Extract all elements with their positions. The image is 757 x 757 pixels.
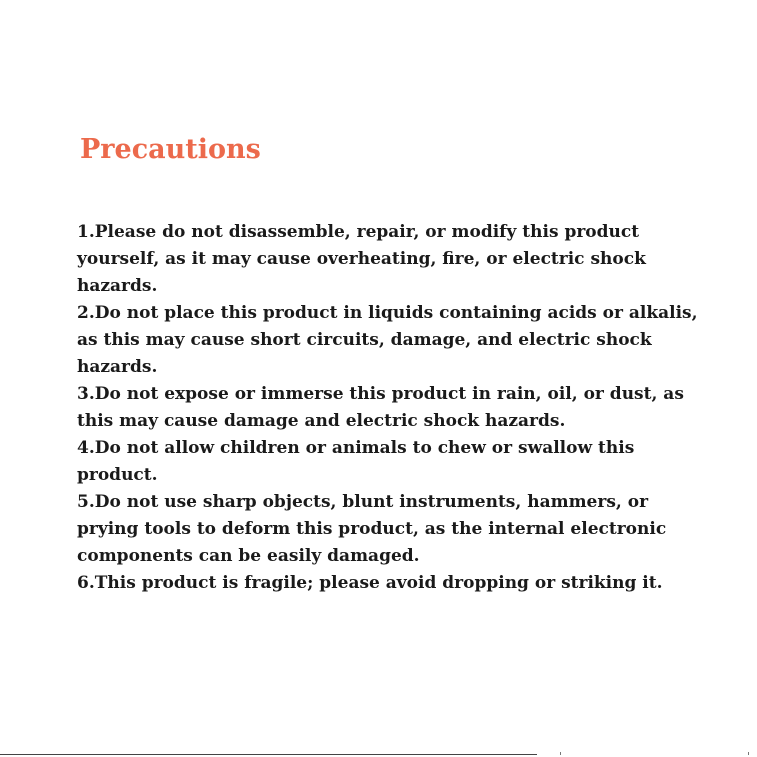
precaution-line: this may cause damage and electric shock hazards.: [77, 411, 566, 431]
precaution-line: 3.Do not expose or immerse this product in rain, oil, or dust, as: [77, 384, 684, 404]
precaution-item-2: [77, 300, 717, 381]
precaution-item-1: [77, 219, 717, 300]
precautions-list: [77, 219, 717, 597]
precaution-line: 4.Do not allow children or animals to chew or swallow this: [77, 438, 635, 458]
precaution-line: 5.Do not use sharp objects, blunt instruments, hammers, or: [77, 492, 649, 512]
bottom-divider: [0, 754, 537, 755]
precaution-line: hazards.: [77, 276, 158, 296]
precaution-line: as this may cause short circuits, damage, and electric shock: [77, 330, 652, 350]
precaution-line: hazards.: [77, 357, 158, 377]
crop-mark: [560, 752, 561, 755]
precaution-line: components can be easily damaged.: [77, 546, 420, 566]
precaution-item-4: [77, 435, 717, 489]
precaution-line: 6.This product is fragile; please avoid dropping or striking it.: [77, 573, 663, 593]
precaution-item-5: [77, 489, 717, 570]
precaution-item-6: [77, 570, 717, 597]
page-title: Precautions: [80, 134, 261, 165]
precaution-line: 2.Do not place this product in liquids containing acids or alkalis,: [77, 303, 698, 323]
crop-mark: [748, 752, 749, 755]
precaution-line: 1.Please do not disassemble, repair, or modify this product: [77, 222, 640, 242]
precaution-line: yourself, as it may cause overheating, fire, or electric shock: [77, 249, 646, 269]
precaution-line: product.: [77, 465, 158, 485]
precaution-item-3: [77, 381, 717, 435]
precaution-line: prying tools to deform this product, as the internal electronic: [77, 519, 667, 539]
